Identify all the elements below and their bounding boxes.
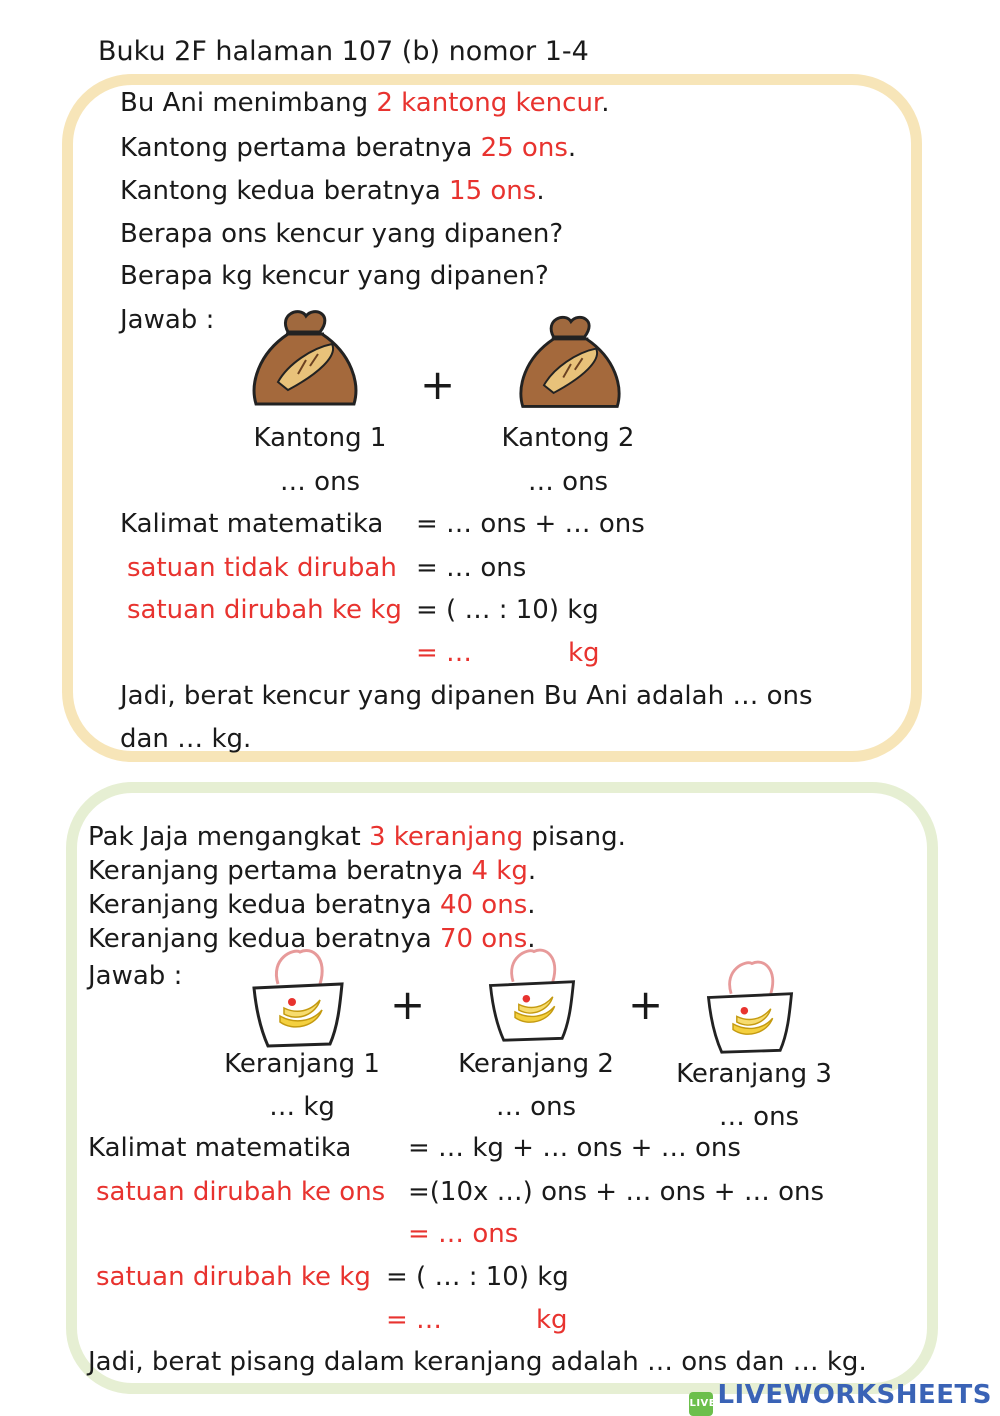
p1-plus-sign: + bbox=[420, 360, 456, 409]
p1-result-eq[interactable]: = … bbox=[416, 638, 473, 668]
liveworksheets-logo: LIVELIVEWORKSHEETS bbox=[689, 1380, 992, 1416]
p2-plus-sign-1: + bbox=[390, 980, 426, 1029]
p2-jawab: Jawab : bbox=[88, 961, 183, 991]
p1-line-2: Kantong pertama beratnya 25 ons. bbox=[120, 133, 577, 163]
p2-line-2: Keranjang pertama beratnya 4 kg. bbox=[88, 856, 537, 886]
banana-basket-icon bbox=[484, 944, 580, 1044]
p1-satuan-1-expr[interactable]: = … ons bbox=[416, 553, 527, 583]
p2-kalimat-expr[interactable]: = … kg + … ons + … ons bbox=[408, 1133, 741, 1163]
p2-satuan-1-result[interactable]: = … ons bbox=[408, 1219, 519, 1249]
p1-satuan-2-label: satuan dirubah ke kg bbox=[127, 595, 402, 625]
p1-bag-2-value[interactable]: … ons bbox=[527, 467, 609, 497]
p2-satuan-1-label: satuan dirubah ke ons bbox=[96, 1177, 386, 1207]
p1-line-3: Kantong kedua beratnya 15 ons. bbox=[120, 176, 545, 206]
p2-satuan-2-label: satuan dirubah ke kg bbox=[96, 1262, 371, 1292]
p1-result-unit: kg bbox=[568, 638, 600, 668]
p2-basket-2-value[interactable]: … ons bbox=[495, 1092, 577, 1122]
p2-basket-3-label: Keranjang 3 bbox=[676, 1059, 832, 1089]
p2-plus-sign-2: + bbox=[628, 980, 664, 1029]
p2-basket-1-value[interactable]: … kg bbox=[269, 1092, 335, 1122]
p2-conclusion[interactable]: Jadi, berat pisang dalam keranjang adalah … ons dan … kg. bbox=[88, 1347, 867, 1377]
p1-conclusion-2[interactable]: dan … kg. bbox=[120, 724, 252, 754]
p2-satuan-2-expr[interactable]: = ( … : 10) kg bbox=[386, 1262, 569, 1292]
page-header: Buku 2F halaman 107 (b) nomor 1-4 bbox=[98, 36, 589, 67]
p2-basket-3-value[interactable]: … ons bbox=[718, 1102, 800, 1132]
p1-kalimat-label: Kalimat matematika bbox=[120, 509, 384, 539]
p1-jawab: Jawab : bbox=[120, 305, 215, 335]
p1-satuan-2-expr[interactable]: = ( … : 10) kg bbox=[416, 595, 599, 625]
p1-line-4: Berapa ons kencur yang dipanen? bbox=[120, 219, 564, 249]
p2-result-unit: kg bbox=[536, 1305, 568, 1335]
p1-satuan-1-label: satuan tidak dirubah bbox=[127, 553, 397, 583]
p1-line-1: Bu Ani menimbang 2 kantong kencur. bbox=[120, 88, 610, 118]
p2-basket-1-label: Keranjang 1 bbox=[224, 1049, 380, 1079]
kencur-sack-icon bbox=[514, 310, 626, 418]
p1-bag-1-value[interactable]: … ons bbox=[279, 467, 361, 497]
banana-basket-icon bbox=[250, 944, 346, 1050]
p2-line-1: Pak Jaja mengangkat 3 keranjang pisang. bbox=[88, 822, 626, 852]
p2-line-3: Keranjang kedua beratnya 40 ons. bbox=[88, 890, 536, 920]
p2-line-4: Keranjang kedua beratnya 70 ons. bbox=[88, 924, 536, 954]
liveworksheets-badge-icon: LIVE bbox=[689, 1392, 713, 1416]
p2-basket-2-label: Keranjang 2 bbox=[458, 1049, 614, 1079]
kencur-sack-icon bbox=[248, 304, 362, 416]
banana-basket-icon bbox=[702, 956, 798, 1056]
p2-kalimat-label: Kalimat matematika bbox=[88, 1133, 352, 1163]
p1-conclusion-1[interactable]: Jadi, berat kencur yang dipanen Bu Ani adalah … ons bbox=[120, 681, 813, 711]
p1-bag-1-label: Kantong 1 bbox=[253, 423, 387, 453]
p1-kalimat-expr[interactable]: = … ons + … ons bbox=[416, 509, 645, 539]
p2-satuan-1-expr[interactable]: =(10x …) ons + … ons + … ons bbox=[408, 1177, 825, 1207]
p1-line-5: Berapa kg kencur yang dipanen? bbox=[120, 261, 549, 291]
p2-result-eq[interactable]: = … bbox=[386, 1305, 443, 1335]
p1-bag-2-label: Kantong 2 bbox=[501, 423, 635, 453]
